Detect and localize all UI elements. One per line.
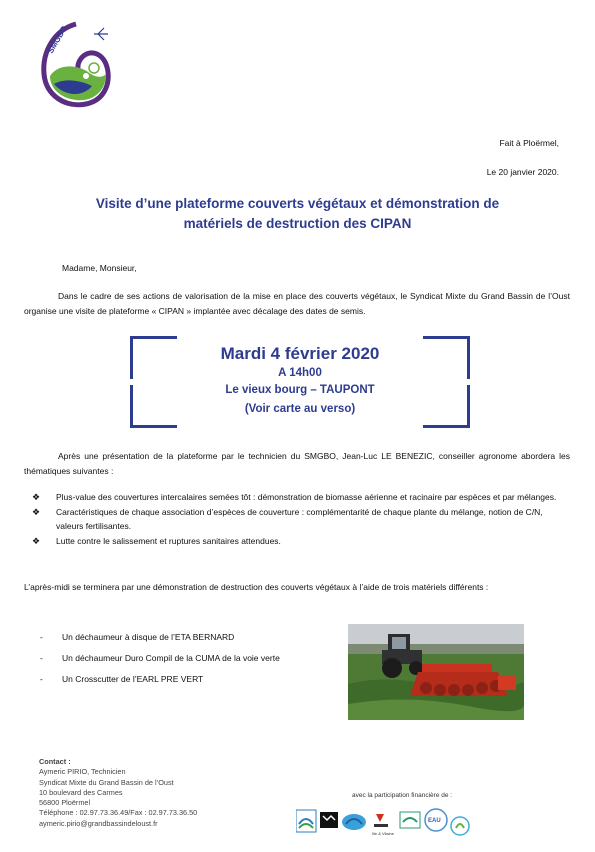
- partner-logos: [296, 804, 516, 840]
- list-item: [32, 505, 562, 533]
- contact-label: Contact :: [39, 757, 71, 766]
- title-line-1: Visite d’une plateforme couverts végétaux et démonstration de: [95, 196, 500, 211]
- material-text: Un Crosscutter de l’EARL PRE VERT: [62, 674, 204, 684]
- event-date: Mardi 4 février 2020: [220, 344, 380, 363]
- intro-text: Dans le cadre de ses actions de valorisation de la mise en place des couverts végétaux, le Syndicat Mixte du Grand Bassin de l’Oust organise une visite de plateforme « CIPAN » implantée avec décalage des dates de semis.: [24, 291, 570, 316]
- list-item: [40, 632, 280, 653]
- partners-label: avec la participation financière de :: [352, 792, 453, 799]
- cotes-darmor-logo: [400, 812, 420, 828]
- list-item: [32, 490, 562, 504]
- morbihan-logo: [342, 814, 366, 830]
- contact-name: Aymeric PIRIO, Technicien: [39, 767, 126, 777]
- letter-date: Le 20 janvier 2020.: [486, 167, 559, 177]
- water-drop-logo: [451, 817, 469, 835]
- salutation: Madame, Monsieur,: [62, 263, 137, 273]
- topic-text: Caractéristiques de chaque association d’espèces de couverture : complémentarité de chaque plante du mélange, notion de C/N, valeurs fertilisantes.: [56, 507, 543, 531]
- tractor-photo: [348, 624, 524, 720]
- ille-et-vilaine-text: Ille & Vilaine: [372, 831, 394, 836]
- event-time: A 14h00: [278, 367, 322, 379]
- diamond-bullet-icon: ❖: [32, 492, 41, 502]
- diamond-bullet-icon: ❖: [32, 536, 41, 546]
- document-title: [40, 194, 555, 234]
- event-note: (Voir carte au verso): [244, 403, 356, 415]
- event-box: [130, 336, 470, 428]
- smgbo-logo: [36, 20, 116, 112]
- afternoon-paragraph: L’après-midi se terminera par une démonstration de destruction des couverts végétaux à l’aide de trois matériels différents :: [24, 582, 489, 592]
- materials-list: [40, 632, 280, 695]
- material-text: Un déchaumeur à disque de l’ETA BERNARD: [62, 632, 235, 642]
- event-place: Le vieux bourg – TAUPONT: [225, 384, 375, 396]
- presentation-paragraph: [24, 449, 570, 478]
- list-item: [32, 534, 562, 548]
- ille-et-vilaine-logo: [372, 814, 395, 836]
- contact-phone: Téléphone : 02.97.73.36.49/Fax : 02.97.73.36.50: [39, 808, 198, 818]
- eau-logo-text: EAU: [428, 818, 441, 824]
- contact-address: 10 boulevard des Carmes: [39, 787, 123, 797]
- list-item: [40, 674, 280, 695]
- intro-paragraph: [24, 289, 570, 318]
- dash-bullet: -: [40, 653, 43, 663]
- diamond-bullet-icon: ❖: [32, 507, 41, 517]
- topic-text: Lutte contre le salissement et ruptures sanitaires attendues.: [56, 536, 281, 546]
- topic-text: Plus-value des couvertures intercalaires semées tôt : démonstration de biomasse aérienne et racinaire par espèces et par mélanges.: [56, 492, 557, 502]
- contact-block: [39, 757, 197, 829]
- topics-list: [32, 490, 562, 549]
- list-item: [40, 653, 280, 674]
- material-text: Un déchaumeur Duro Compil de la CUMA de la voie verte: [62, 653, 280, 663]
- title-line-2: matériels de destruction des CIPAN: [183, 216, 412, 231]
- contact-city: 56800 Ploërmel: [39, 798, 91, 808]
- dash-bullet: -: [40, 674, 43, 684]
- dash-bullet: -: [40, 632, 43, 642]
- letter-place: Fait à Ploërmel,: [499, 138, 559, 148]
- eau-logo: [425, 809, 447, 831]
- contact-email[interactable]: aymeric.pirio@grandbassindeloust.fr: [39, 818, 158, 828]
- contact-org: Syndicat Mixte du Grand Bassin de l’Oust: [39, 777, 174, 787]
- bretagne-region-logo: [320, 812, 338, 828]
- logo-text: SMGBO: [45, 24, 69, 55]
- presentation-text: Après une présentation de la plateforme par le technicien du SMGBO, Jean-Luc LE BENEZIC, conseiller agronome abordera les thématiques suivantes :: [24, 451, 570, 476]
- water-agency-logo: [296, 810, 316, 832]
